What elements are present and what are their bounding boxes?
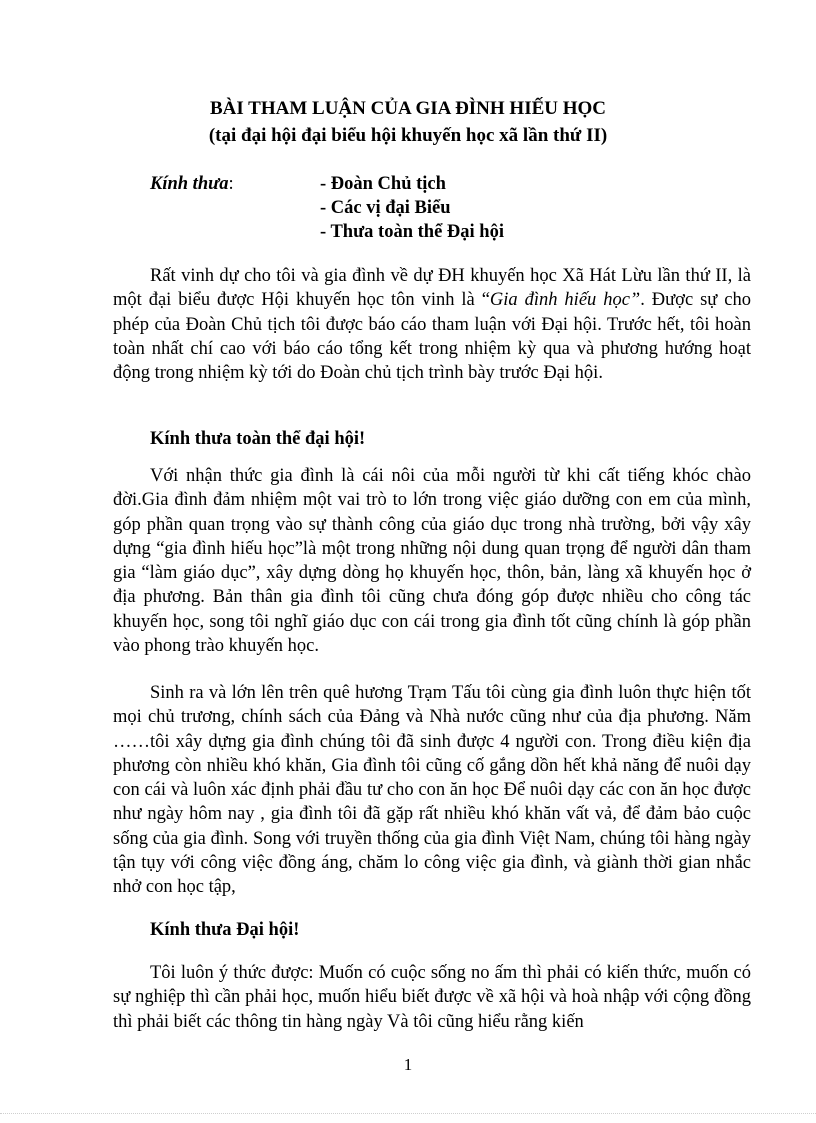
recipient-item: - Thưa toàn thể Đại hội [320,222,504,242]
recipient-item: - Các vị đại Biểu [320,198,451,218]
section-heading: Kính thưa toàn thể đại hội! [150,429,366,449]
greeting-label [150,172,234,196]
page-number: 1 [403,1055,413,1074]
section-heading: Kính thưa Đại hội! [150,920,300,940]
paragraph-family-story: Sinh ra và lớn lên trên quê hương Trạm Tấu tôi cùng gia đình luôn thực hiện tốt mọi chủ trương, chính sách của Đảng và Nhà nước cũng như của địa phương. Năm ……tôi xây dựng gia đình chúng tôi đã sinh được 4 người con. Trong điều kiện địa phương còn nhiều khó khăn, Gia đình tôi cũng cố gắng dồn hết khả năng để nuôi dạy con cái và luôn xác định phải đầu tư cho con ăn học Để nuôi dạy các con ăn học được như ngày hôm nay , gia đình tôi đã gặp rất nhiều khó khăn vất vả, để đảm bảo cuộc sống của gia đình. Song với truyền thống của gia đình Việt Nam, chúng tôi hàng ngày tận tụy với công việc đồng áng, chăm lo công việc gia đình, và giành thời gian nhắc nhở con học tập, [113,683,751,898]
paragraph-intro-start: Rất vinh dự cho tôi và gia đình về dự ĐH khuyến học Xã Hát Lừu lần thứ II, là một đại biểu được Hội khuyến học tôn vinh là “ [113,266,751,311]
page-divider [0,1113,816,1114]
greeting-colon: : [228,174,234,194]
paragraph-intro-quote: Gia đình hiếu học” [489,290,641,311]
recipient-item: - Đoàn Chủ tịch [320,174,446,194]
greeting-recipients [320,172,504,244]
greeting-label-text: Kính thưa [150,174,229,194]
paragraph-intro-end: . Được sự cho phép của Đoàn Chủ tịch tôi được báo cáo tham luận với Đại hội. Trước hết, tôi hoàn toàn nhất chí cao với báo cáo tổng kết trong nhiệm kỳ qua và phương hướng hoạt động trong nhiệm kỳ tới do Đoàn chủ tịch trình bày trước Đại hội. [113,290,751,384]
paragraph-family-role: Với nhận thức gia đình là cái nôi của mỗi người từ khi cất tiếng khóc chào đời.Gia đình đảm nhiệm một vai trò to lớn trong việc giáo dưỡng con em của mình, góp phần quan trọng vào sự thành công của giáo dục trong nhà trường, bởi vậy xây dựng “gia đình hiếu học”là một trong những nội dung quan trọng để người dân tham gia “làm giáo dục”, xây dựng dòng họ khuyến học, thôn, bản, làng xã khuyến học ở địa phương. Bản thân gia đình tôi cũng chưa đóng góp được nhiều cho công tác khuyến học, song tôi nghĩ giáo dục con cái trong gia đình tốt cũng chính là góp phần vào phong trào khuyến học. [113,466,751,657]
document-title: BÀI THAM LUẬN CỦA GIA ĐÌNH HIẾU HỌC [209,98,607,119]
paragraph-awareness: Tôi luôn ý thức được: Muốn có cuộc sống no ấm thì phải có kiến thức, muốn có sự nghiệp thì cần phải học, muốn hiểu biết được về xã hội và hoà nhập với cộng đồng thì phải biết các thông tin hàng ngày Và tôi cũng hiểu rằng kiến [113,963,751,1032]
paragraph-intro [113,264,751,385]
document-subtitle: (tại đại hội đại biểu hội khuyến học xã lần thứ II) [208,125,608,146]
